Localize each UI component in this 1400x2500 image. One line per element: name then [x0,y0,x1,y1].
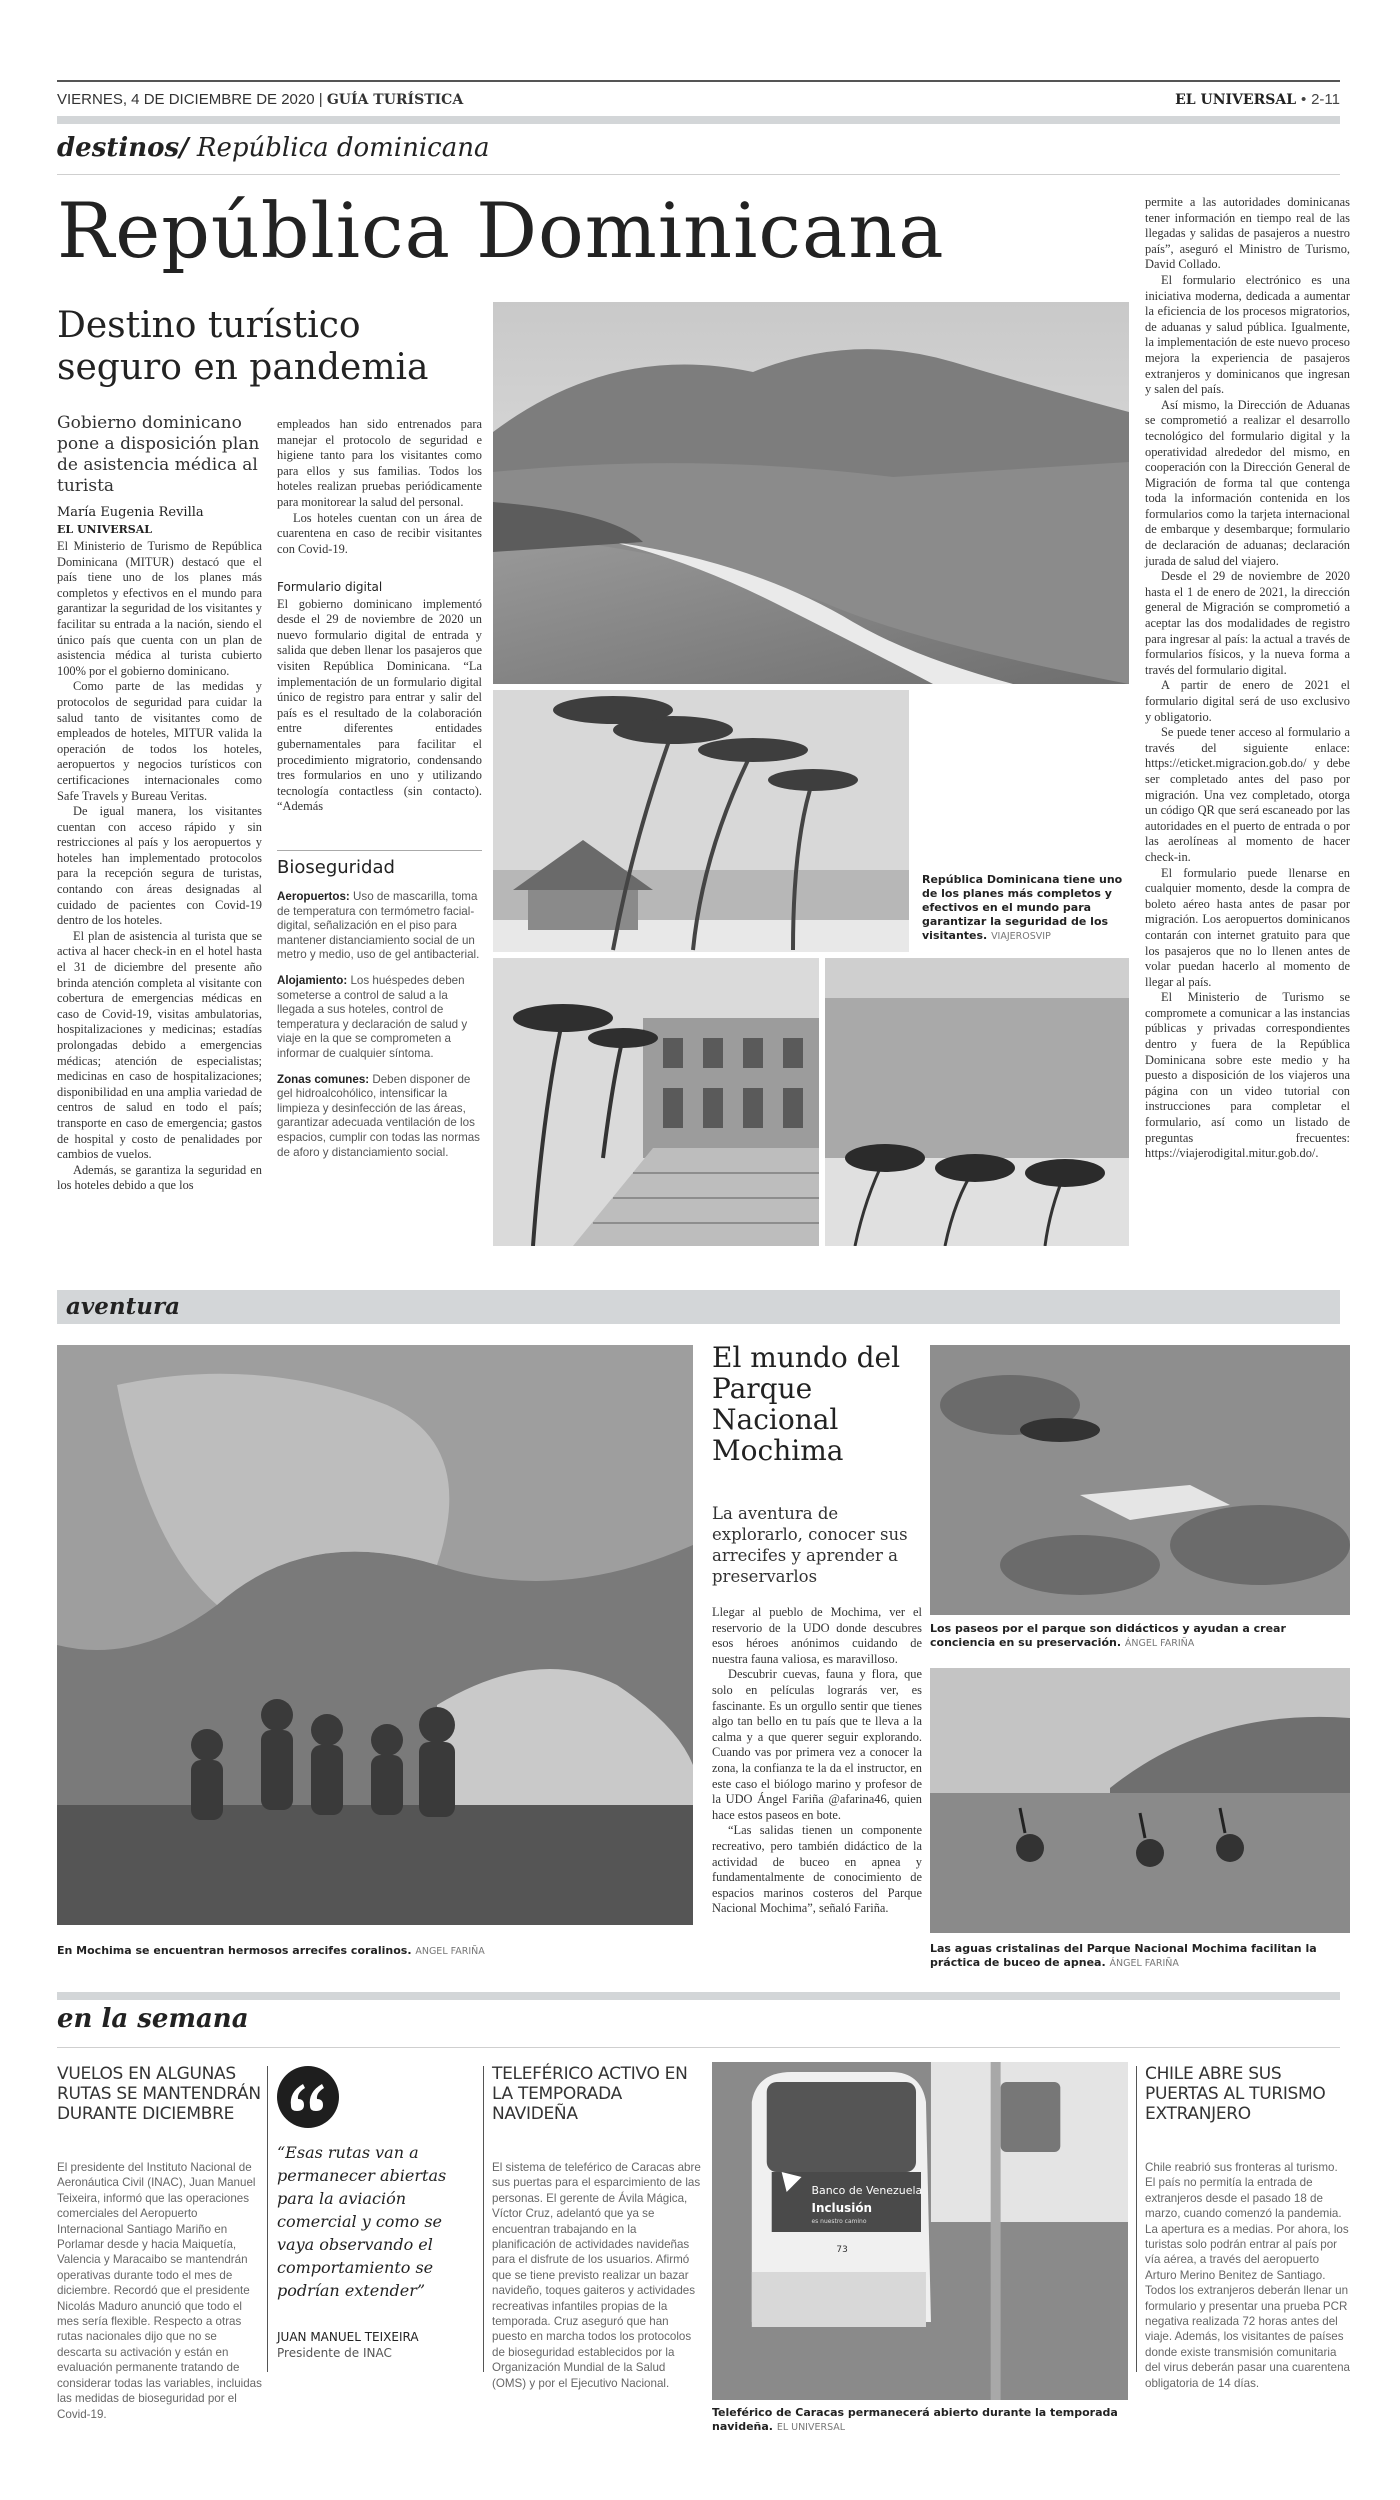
paragraph: Se puede tener acceso al formulario a través del siguiente enlace: https://eticket.migracion.gob.do/ y debe ser completado antes del paso por migración. Una vez completado, otorga un código QR que será escaneado por las autoridades en el puerto de entrada o por las aerolíneas al momento de hacer check-in. [1145,725,1350,864]
cablecar-caption [712,2406,1128,2435]
bioseguridad-item [277,974,482,1062]
paragraph: Como parte de las medidas y protocolos de seguridad para cuidar la salud tanto de visitantes como de empleados de hoteles, MITUR valida la operación de todos los hoteles, aeropuertos y negocios turísticos con certificaciones internacionales como Safe Travels y Bureau Veritas. [57,679,262,803]
cabin-number: 73 [836,2244,848,2256]
kicker-topic: República dominicana [196,133,490,163]
article-column-1 [57,539,262,1194]
paragraph: “Las salidas tienen un componente recreativo, pero también didáctico de la actividad de buceo en apnea y fundamentalmente de conocimiento de espacios marinos costeros del Parque Nacional Mochima”, señaló Fariña. [712,1823,922,1916]
mochima-main-caption [57,1944,697,1959]
photo-credit: EL UNIVERSAL [776,2422,846,2433]
mochima-title: El mundo del Parque Nacional Mochima [712,1341,901,1467]
bioseguridad-text: Uso de mascarilla, toma de temperatura con termómetro facial-digital, señalización en el piso para mantener distanciamiento social de un metro y medio, uso de gel antibacterial. [277,890,480,962]
sea-palms-photo [825,958,1129,1246]
brief-body-chile: Chile reabrió sus fronteras al turismo. El país no permitía la entrada de extranjeros desde el pasado 18 de marzo, cuando comenzó la pandemia. La apertura es a medias. Por ahora, los turistas solo podrán entrar al país por vía aérea, a través del aeropuerto Arturo Merino Benitez de Santiago. Todos los extranjeros deberán llenar un formulario y presentar una prueba PCR negativa realizada 72 horas antes del viaje. Además, los visitantes de países donde existe transmisión comunitaria del virus deberán pasar una cuarentena obligatoria de 14 días. [1145,2161,1350,2390]
mochima-group-photo [57,1345,693,1925]
snorkel-bottom-caption [930,1942,1350,1971]
bank-sign-text: Banco de Venezuela [811,2183,923,2198]
article-deck: Gobierno dominicano pone a disposición plan de asistencia médica al turista [57,413,260,496]
paragraph: El gobierno dominicano implementó desde el 29 de noviembre de 2020 un nuevo formulario digital de entrada y salida que deben llenar los pasajeros que visiten República Dominicana. “La implementación de un formulario digital único de registro para entrar y salir del país es el resultado de la colaboración entre diferentes entidades gubernamentales para facilitar el procedimiento migratorio, condensando tres formularios en uno y utilizando tecnología contactless (sin contacto). “Además [277,596,482,814]
bioseguridad-text: Los huéspedes deben someterse a control de salud a la llegada a sus hoteles, control de temperatura y declaración de salud y viaje en la que se comprometen a informar de cualquier síntoma. [277,973,468,1060]
byline-author: María Eugenia Revilla [57,505,204,520]
paragraph: Los hoteles cuentan con un área de cuarentena en caso de recibir visitantes con Covid-19. [277,510,482,556]
quote-role: Presidente de INAC [277,2346,392,2360]
bioseguridad-item [277,1073,482,1161]
publication-name: EL UNIVERSAL [1175,92,1297,108]
photo-credit: VIAJEROSVIP [991,931,1051,942]
article-column-4 [1145,195,1350,1162]
formulario-subhead: Formulario digital [277,580,383,594]
caption-text: En Mochima se encuentran hermosos arrecifes coralinos. [57,1944,412,1957]
brief-body-teleferico: El sistema de teleférico de Caracas abre sus puertas para el esparcimiento de las personas. El gerente de Ávila Mágica, Víctor Cruz, adelantó que ya se encuentran trabajando en la planificación de actividades navideñas para el disfrute de los usuarios. Afirmó que se tiene previsto realizar un bazar navideño, toques gaiteros y actividades recreativas infantiles propias de la temporada. Cruz aseguró que han puesto en marcha todos los protocolos de bioseguridad establecidos por la Organización Mundial de la Salud (OMS) y por el Ejecutivo Nacional. [492,2161,701,2390]
semana-band [57,1992,1340,2000]
paragraph: permite a las autoridades dominicanas tener información en tiempo real de las llegadas y salidas de pasajeros a nuestro país”, aseguró el Ministro de Turismo, David Collado. [1145,195,1350,272]
page-number: 2-11 [1311,91,1340,108]
beach-photo-caption [922,873,1134,944]
pull-quote: “Esas rutas van a permanecer abiertas para la aviación comercial y como se vaya observando el comportamiento se podrían extender” [277,2143,447,2300]
aventura-band [57,1290,1340,1324]
article-column-2 [277,417,482,557]
brief-body-vuelos: El presidente del Instituto Nacional de Aeronáutica Civil (INAC), Juan Manuel Teixeira, informó que las operaciones comerciales del Aeropuerto Internacional Santiago Mariño en Porlamar desde y hacia Maiquetía, Valencia y Maracaibo se mantendrán operativas durante todo el mes de diciembre. Recordó que el presidente Nicolás Maduro anunció que todo el mes sería flexible. Respecto a otras rutas nacionales dijo que no se descarta su activación y están en evaluación permanente tratando de considerar todas las variables, incluidas las medidas de bioseguridad por el Covid-19. [57,2161,262,2421]
top-rule [57,80,1340,82]
palm-beach-photo [493,690,909,952]
section-name: GUÍA TURÍSTICA [326,92,464,108]
semana-label: en la semana [57,2004,249,2034]
mochima-body [712,1605,922,1917]
destinos-kicker [57,133,489,163]
paragraph: Además, se garantiza la seguridad en los hoteles debido a que los [57,1162,262,1193]
paragraph: El Ministerio de Turismo de República Dominicana (MITUR) destacó que el país tiene uno de los planes más completos y efectivos en el mundo para garantizar la seguridad de los visitantes y facilitar su entrada a la nación, siendo el único país que cuenta con un plan de asistencia médica al turista cubierto 100% por el gobierno dominicano. [57,539,262,678]
paragraph: Así mismo, la Dirección de Aduanas se comprometió a realizar el desarrollo tecnológico del formulario digital y la operatividad alrededor del mismo, en cooperación con la Dirección General de Migración de forma tal que contenga toda la información contenida en los formularios como la tarjeta internacional de embarque y desembarque; formulario de declaración de aduanas; declaración jurada de salud del viajero. [1145,397,1350,568]
paragraph: El plan de asistencia al turista que se activa al hacer check-in en el hotel hasta el 31 de diciembre del presente año brinda atención completa al visitante con cobertura de emergencias médicas en caso de Covid-19, visitas ambulatorias, hospitalizaciones y medicinas; estadías prolongadas debido a emergencias médicas; atención de especialistas; medicinas en caso de hospitalizaciones; disponibilidad en una amplia variedad de centros de salud en todo el país; transporte en caso de emergencia; gastos de hospital y costo de penalidades por cambios de vuelos. [57,928,262,1162]
snorkel-underwater-photo [930,1345,1350,1615]
paragraph: El formulario puede llenarse en cualquier momento, desde la compra de boleto aéreo hasta antes de pasar por migración. Los aeropuertos dominicanos contarán con internet gratuito para que los pasajeros que no lo llenen antes de volar puedan hacerlo al momento de llegar al país. [1145,865,1350,989]
paragraph: De igual manera, los visitantes cuentan con acceso rápido y sin restricciones al país y los aeropuertos y hoteles han implementado protocolos para la recepción segura de turistas, contando con áreas designadas al cuidado de pacientes con Covid-19 dentro de los hoteles. [57,804,262,928]
quote-icon [277,2066,339,2128]
cablecar-photo [712,2062,1128,2400]
slogan-text: Inclusión [811,2200,873,2216]
brief-title-vuelos: VUELOS EN ALGUNAS RUTAS SE MANTENDRÁN DURANTE DICIEMBRE [57,2064,261,2124]
dateline-separator: | [318,91,323,108]
caption-text: República Dominicana tiene uno de los planes más completos y efectivos en el mundo para garantizar la seguridad de los visitantes. [922,873,1123,942]
bioseguridad-rule [277,850,482,851]
semana-rule [57,2047,1340,2048]
mochima-deck: La aventura de explorarlo, conocer sus arrecifes y aprender a preservarlos [712,1504,908,1586]
paragraph: Llegar al pueblo de Mochima, ver el reservorio de la UDO donde descubres esos héroes anónimos cuidando de nuestra fauna valiosa, es maravilloso. [712,1605,922,1666]
slogan-sub-text: es nuestro camino [811,2217,867,2226]
snorkel-surface-photo [930,1668,1350,1933]
article-title: República Dominicana [57,186,945,275]
byline-org: EL UNIVERSAL [57,523,153,536]
formulario-section [277,580,482,815]
bioseguridad-label: Alojamiento: [277,973,348,987]
quote-author: JUAN MANUEL TEIXEIRA [277,2330,419,2344]
paragraph: empleados han sido entrenados para manejar el protocolo de seguridad e higiene tanto para los visitantes como para ellos y sus familias. Todos los hoteles realizan pruebas periódicamente para monitorear la salud del personal. [277,417,482,509]
publication-info [1175,91,1340,108]
bioseguridad-text: Deben disponer de gel hidroalcohólico, intensificar la limpieza y desinfección de las áreas, garantizar adecuada ventilación de los espacios, cumplir con todas las normas de aforo y distanciamiento social. [277,1072,480,1159]
bioseguridad-label: Zonas comunes: [277,1072,370,1086]
aventura-label: aventura [66,1293,180,1320]
snorkel-top-caption [930,1622,1350,1651]
bioseguridad-list [277,890,482,1171]
brief-title-chile: CHILE ABRE SUS PUERTAS AL TURISMO EXTRANJERO [1145,2064,1326,2124]
column-divider [483,2066,484,2372]
paragraph: A partir de enero de 2021 el formulario digital será de uso exclusivo y obligatorio. [1145,678,1350,724]
paragraph: El Ministerio de Turismo se compromete a comunicar a las instancias públicas y privadas correspondientes dentro y fuera de la República Dominicana sobre este medio y ha puesto a disposición de los viajeros una página con un video tutorial con instrucciones para completar el formulario, así como un listado de preguntas frecuentes: https://viajerodigital.mitur.gob.do/. [1145,990,1350,1161]
photo-credit: ANGEL FARIÑA [415,1946,485,1957]
photo-credit: ÁNGEL FARIÑA [1124,1638,1195,1649]
kicker-rule [57,174,1340,175]
paragraph: Descubrir cuevas, fauna y flora, que solo en películas lograrás ver, es fascinante. Es un orgullo sentir que tienes algo tan bello en tu país que te lleva a la calma y a que querer seguir explorando. Cuando vas por primera vez a conocer la zona, la confianza te la da el instructor, en este caso el biólogo marino y profesor de la UDO Ángel Fariña @afarina46, quien hace estos paseos en bote. [712,1667,922,1822]
kicker-label: destinos/ [57,133,189,163]
bioseguridad-label: Aeropuertos: [277,890,350,903]
caption-text: Los paseos por el parque son didácticos y ayudan a crear conciencia en su preservación. [930,1622,1286,1649]
column-divider [1136,2066,1137,2372]
dateline [57,91,463,108]
caption-text: Las aguas cristalinas del Parque Nacional Mochima facilitan la práctica de buceo de apnea. [930,1942,1317,1969]
issue-date: VIERNES, 4 DE DICIEMBRE DE 2020 [57,91,315,108]
brief-title-teleferico: TELEFÉRICO ACTIVO EN LA TEMPORADA NAVIDEÑA [492,2064,688,2124]
photo-credit: ÁNGEL FARIÑA [1109,1958,1179,1969]
paragraph: El formulario electrónico es una iniciativa moderna, dedicada a aumentar la eficiencia de los procesos migratorios, de aduanas y salud pública. Igualmente, la implementación de este nuevo proceso mejora la experiencia de pasajeros extranjeros y dominicanos que ingresan y salen del país. [1145,272,1350,397]
article-subtitle: Destino turístico seguro en pandemia [57,305,429,388]
bioseguridad-item [277,890,482,963]
colonial-building-photo [493,958,819,1246]
column-divider [267,2066,268,2372]
beach-aerial-photo [493,302,1129,684]
paragraph: Desde el 29 de noviembre de 2020 hasta el 1 de enero de 2021, la dirección general de Migración se comprometió a aceptar las dos modalidades de registro para ingresar al país: la actual a través de formularios físicos, y la nueva forma a través del formulario digital. [1145,569,1350,677]
bioseguridad-title: Bioseguridad [277,857,395,878]
page-bullet: • [1300,91,1307,108]
header-band [57,116,1340,124]
caption-text: Teleférico de Caracas permanecerá abierto durante la temporada navideña. [712,2406,1118,2433]
